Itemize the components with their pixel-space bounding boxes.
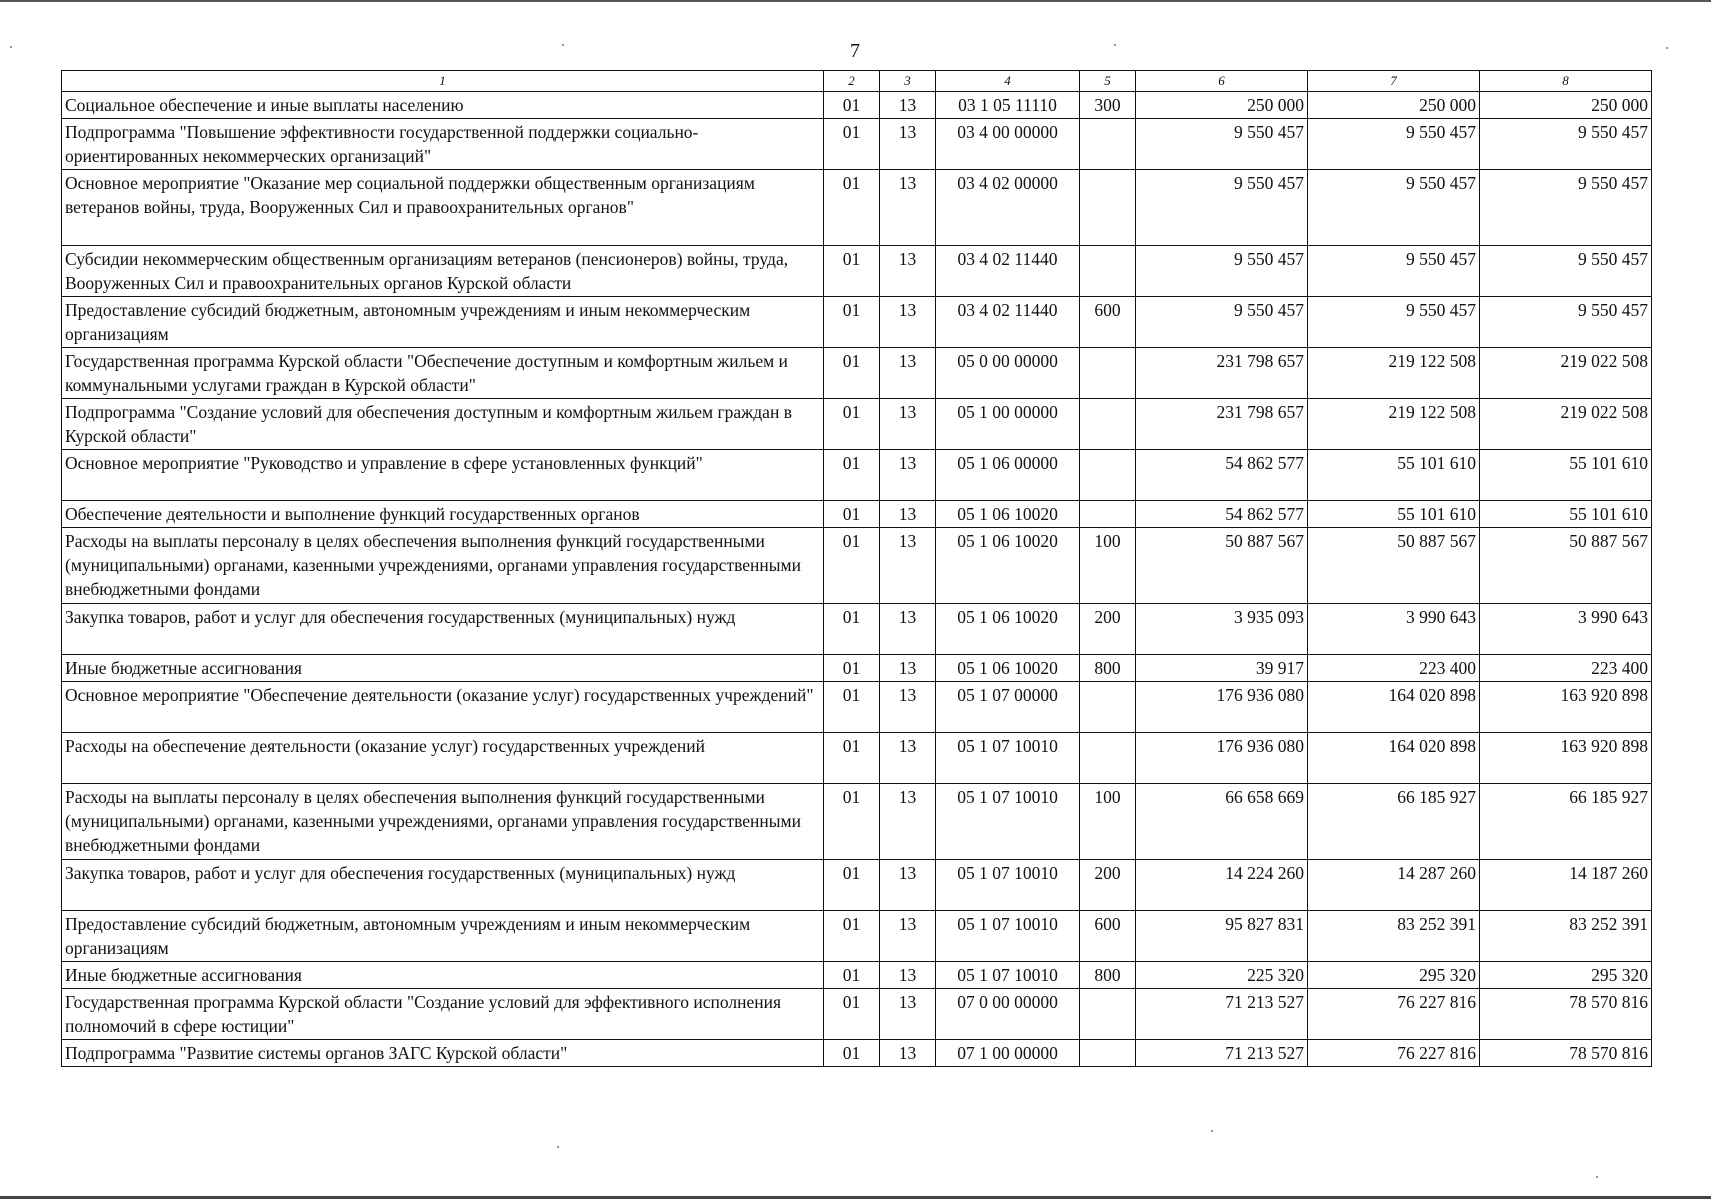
- bottom-scan-border: [0, 1196, 1711, 1199]
- section-code-cell: 01: [824, 92, 880, 119]
- table-row: [62, 297, 1652, 348]
- scan-speck: [10, 46, 12, 48]
- amount-col6-cell: 231 798 657: [1136, 348, 1308, 399]
- expense-type-cell: 800: [1080, 962, 1136, 989]
- expense-type-cell: [1080, 733, 1136, 784]
- amount-col7-cell: 55 101 610: [1308, 450, 1480, 501]
- amount-col6-cell: 9 550 457: [1136, 246, 1308, 297]
- amount-col6-cell: 225 320: [1136, 962, 1308, 989]
- amount-col6-cell: 71 213 527: [1136, 1040, 1308, 1067]
- amount-col6-cell: 39 917: [1136, 655, 1308, 682]
- target-article-cell: 05 1 07 10010: [936, 860, 1080, 911]
- target-article-cell: 07 1 00 00000: [936, 1040, 1080, 1067]
- amount-col6-cell: 66 658 669: [1136, 784, 1308, 860]
- target-article-cell: 05 0 00 00000: [936, 348, 1080, 399]
- scan-speck: [1211, 1130, 1213, 1132]
- header-cell: 8: [1480, 71, 1652, 92]
- row-name-cell: Субсидии некоммерческим общественным организациям ветеранов (пенсионеров) войны, труда, Вооруженных Сил и правоохранительных органов Курской области: [62, 246, 824, 297]
- amount-col6-cell: 50 887 567: [1136, 528, 1308, 604]
- section-code-cell: 01: [824, 348, 880, 399]
- expense-type-cell: [1080, 682, 1136, 733]
- amount-col7-cell: 3 990 643: [1308, 604, 1480, 655]
- amount-col8-cell: 50 887 567: [1480, 528, 1652, 604]
- table-row: [62, 682, 1652, 733]
- subsection-code-cell: 13: [880, 119, 936, 170]
- row-name-cell: Предоставление субсидий бюджетным, автономным учреждениям и иным некоммерческим организациям: [62, 911, 824, 962]
- row-name-cell: Иные бюджетные ассигнования: [62, 962, 824, 989]
- column-number-header-row: [62, 71, 1652, 92]
- section-code-cell: 01: [824, 170, 880, 246]
- amount-col7-cell: 9 550 457: [1308, 246, 1480, 297]
- expense-type-cell: [1080, 1040, 1136, 1067]
- target-article-cell: 03 4 02 11440: [936, 297, 1080, 348]
- amount-col6-cell: 14 224 260: [1136, 860, 1308, 911]
- target-article-cell: 03 4 02 11440: [936, 246, 1080, 297]
- row-name-cell: Закупка товаров, работ и услуг для обеспечения государственных (муниципальных) нужд: [62, 860, 824, 911]
- table-row: [62, 655, 1652, 682]
- table-row: [62, 170, 1652, 246]
- budget-table: [61, 70, 1652, 1067]
- amount-col6-cell: 54 862 577: [1136, 450, 1308, 501]
- section-code-cell: 01: [824, 860, 880, 911]
- amount-col6-cell: 54 862 577: [1136, 501, 1308, 528]
- amount-col7-cell: 9 550 457: [1308, 119, 1480, 170]
- top-scan-border: [0, 0, 1711, 2]
- subsection-code-cell: 13: [880, 733, 936, 784]
- amount-col7-cell: 83 252 391: [1308, 911, 1480, 962]
- amount-col8-cell: 250 000: [1480, 92, 1652, 119]
- expense-type-cell: [1080, 348, 1136, 399]
- amount-col7-cell: 55 101 610: [1308, 501, 1480, 528]
- amount-col8-cell: 78 570 816: [1480, 989, 1652, 1040]
- expense-type-cell: [1080, 399, 1136, 450]
- subsection-code-cell: 13: [880, 450, 936, 501]
- amount-col7-cell: 9 550 457: [1308, 297, 1480, 348]
- amount-col8-cell: 66 185 927: [1480, 784, 1652, 860]
- table-row: [62, 962, 1652, 989]
- target-article-cell: 05 1 07 10010: [936, 733, 1080, 784]
- header-cell: 1: [62, 71, 824, 92]
- target-article-cell: 03 4 00 00000: [936, 119, 1080, 170]
- target-article-cell: 05 1 07 10010: [936, 784, 1080, 860]
- expense-type-cell: [1080, 501, 1136, 528]
- header-cell: 5: [1080, 71, 1136, 92]
- target-article-cell: 05 1 06 10020: [936, 604, 1080, 655]
- target-article-cell: 05 1 07 10010: [936, 962, 1080, 989]
- subsection-code-cell: 13: [880, 962, 936, 989]
- header-cell: 6: [1136, 71, 1308, 92]
- table-row: [62, 399, 1652, 450]
- amount-col7-cell: 295 320: [1308, 962, 1480, 989]
- subsection-code-cell: 13: [880, 655, 936, 682]
- amount-col7-cell: 164 020 898: [1308, 682, 1480, 733]
- amount-col8-cell: 219 022 508: [1480, 348, 1652, 399]
- expense-type-cell: 600: [1080, 297, 1136, 348]
- expense-type-cell: [1080, 246, 1136, 297]
- amount-col8-cell: 295 320: [1480, 962, 1652, 989]
- expense-type-cell: [1080, 450, 1136, 501]
- amount-col8-cell: 3 990 643: [1480, 604, 1652, 655]
- table-row: [62, 348, 1652, 399]
- amount-col8-cell: 14 187 260: [1480, 860, 1652, 911]
- expense-type-cell: [1080, 119, 1136, 170]
- amount-col8-cell: 55 101 610: [1480, 450, 1652, 501]
- amount-col8-cell: 219 022 508: [1480, 399, 1652, 450]
- row-name-cell: Основное мероприятие "Обеспечение деятельности (оказание услуг) государственных учреждений": [62, 682, 824, 733]
- section-code-cell: 01: [824, 989, 880, 1040]
- table-row: [62, 1040, 1652, 1067]
- section-code-cell: 01: [824, 119, 880, 170]
- amount-col6-cell: 95 827 831: [1136, 911, 1308, 962]
- amount-col7-cell: 76 227 816: [1308, 989, 1480, 1040]
- target-article-cell: 05 1 07 10010: [936, 911, 1080, 962]
- table-row: [62, 92, 1652, 119]
- header-cell: 4: [936, 71, 1080, 92]
- amount-col8-cell: 9 550 457: [1480, 297, 1652, 348]
- target-article-cell: 05 1 06 00000: [936, 450, 1080, 501]
- row-name-cell: Расходы на выплаты персоналу в целях обеспечения выполнения функций государственными (муниципальными) органами, казенными учреждениями, органами управления государственными внебюджетными фондами: [62, 528, 824, 604]
- table-row: [62, 860, 1652, 911]
- table-row: [62, 528, 1652, 604]
- table-row: [62, 501, 1652, 528]
- row-name-cell: Государственная программа Курской области "Создание условий для эффективного исполнения полномочий в сфере юстиции": [62, 989, 824, 1040]
- row-name-cell: Обеспечение деятельности и выполнение функций государственных органов: [62, 501, 824, 528]
- section-code-cell: 01: [824, 246, 880, 297]
- target-article-cell: 03 1 05 11110: [936, 92, 1080, 119]
- expense-type-cell: 600: [1080, 911, 1136, 962]
- amount-col8-cell: 9 550 457: [1480, 170, 1652, 246]
- header-cell: 2: [824, 71, 880, 92]
- section-code-cell: 01: [824, 962, 880, 989]
- expense-type-cell: [1080, 989, 1136, 1040]
- subsection-code-cell: 13: [880, 92, 936, 119]
- amount-col6-cell: 9 550 457: [1136, 297, 1308, 348]
- amount-col7-cell: 9 550 457: [1308, 170, 1480, 246]
- target-article-cell: 07 0 00 00000: [936, 989, 1080, 1040]
- amount-col7-cell: 219 122 508: [1308, 399, 1480, 450]
- header-cell: 7: [1308, 71, 1480, 92]
- subsection-code-cell: 13: [880, 604, 936, 655]
- amount-col8-cell: 223 400: [1480, 655, 1652, 682]
- row-name-cell: Государственная программа Курской области "Обеспечение доступным и комфортным жильем и коммунальными услугами граждан в Курской области": [62, 348, 824, 399]
- amount-col8-cell: 163 920 898: [1480, 682, 1652, 733]
- amount-col7-cell: 164 020 898: [1308, 733, 1480, 784]
- amount-col6-cell: 71 213 527: [1136, 989, 1308, 1040]
- subsection-code-cell: 13: [880, 246, 936, 297]
- scan-speck: [1114, 44, 1116, 46]
- row-name-cell: Иные бюджетные ассигнования: [62, 655, 824, 682]
- section-code-cell: 01: [824, 733, 880, 784]
- subsection-code-cell: 13: [880, 348, 936, 399]
- amount-col7-cell: 76 227 816: [1308, 1040, 1480, 1067]
- amount-col6-cell: 3 935 093: [1136, 604, 1308, 655]
- section-code-cell: 01: [824, 399, 880, 450]
- amount-col8-cell: 55 101 610: [1480, 501, 1652, 528]
- section-code-cell: 01: [824, 604, 880, 655]
- subsection-code-cell: 13: [880, 501, 936, 528]
- target-article-cell: 03 4 02 00000: [936, 170, 1080, 246]
- amount-col7-cell: 50 887 567: [1308, 528, 1480, 604]
- table-row: [62, 989, 1652, 1040]
- expense-type-cell: 300: [1080, 92, 1136, 119]
- subsection-code-cell: 13: [880, 860, 936, 911]
- expense-type-cell: 200: [1080, 860, 1136, 911]
- page-number: 7: [850, 40, 860, 62]
- target-article-cell: 05 1 06 10020: [936, 655, 1080, 682]
- amount-col7-cell: 223 400: [1308, 655, 1480, 682]
- target-article-cell: 05 1 06 10020: [936, 501, 1080, 528]
- scan-speck: [1666, 47, 1668, 49]
- target-article-cell: 05 1 06 10020: [936, 528, 1080, 604]
- subsection-code-cell: 13: [880, 784, 936, 860]
- subsection-code-cell: 13: [880, 399, 936, 450]
- row-name-cell: Предоставление субсидий бюджетным, автономным учреждениям и иным некоммерческим организациям: [62, 297, 824, 348]
- table-row: [62, 911, 1652, 962]
- row-name-cell: Подпрограмма "Повышение эффективности государственной поддержки социально-ориентированных некоммерческих организаций": [62, 119, 824, 170]
- section-code-cell: 01: [824, 528, 880, 604]
- section-code-cell: 01: [824, 450, 880, 501]
- section-code-cell: 01: [824, 655, 880, 682]
- amount-col7-cell: 14 287 260: [1308, 860, 1480, 911]
- table-row: [62, 784, 1652, 860]
- row-name-cell: Основное мероприятие "Руководство и управление в сфере установленных функций": [62, 450, 824, 501]
- amount-col7-cell: 250 000: [1308, 92, 1480, 119]
- scan-speck: [562, 44, 564, 46]
- table-row: [62, 119, 1652, 170]
- amount-col8-cell: 83 252 391: [1480, 911, 1652, 962]
- table-row: [62, 733, 1652, 784]
- subsection-code-cell: 13: [880, 170, 936, 246]
- row-name-cell: Подпрограмма "Развитие системы органов ЗАГС Курской области": [62, 1040, 824, 1067]
- row-name-cell: Подпрограмма "Создание условий для обеспечения доступным и комфортным жильем граждан в Курской области": [62, 399, 824, 450]
- row-name-cell: Основное мероприятие "Оказание мер социальной поддержки общественным организациям ветеранов войны, труда, Вооруженных Сил и правоохранительных органов": [62, 170, 824, 246]
- expense-type-cell: 800: [1080, 655, 1136, 682]
- amount-col8-cell: 9 550 457: [1480, 246, 1652, 297]
- table-row: [62, 604, 1652, 655]
- expense-type-cell: 100: [1080, 784, 1136, 860]
- subsection-code-cell: 13: [880, 297, 936, 348]
- amount-col8-cell: 163 920 898: [1480, 733, 1652, 784]
- section-code-cell: 01: [824, 297, 880, 348]
- section-code-cell: 01: [824, 1040, 880, 1067]
- amount-col6-cell: 250 000: [1136, 92, 1308, 119]
- scan-speck: [557, 1146, 559, 1148]
- amount-col6-cell: 176 936 080: [1136, 682, 1308, 733]
- amount-col8-cell: 78 570 816: [1480, 1040, 1652, 1067]
- subsection-code-cell: 13: [880, 682, 936, 733]
- amount-col6-cell: 231 798 657: [1136, 399, 1308, 450]
- amount-col8-cell: 9 550 457: [1480, 119, 1652, 170]
- subsection-code-cell: 13: [880, 1040, 936, 1067]
- expense-type-cell: 100: [1080, 528, 1136, 604]
- scan-speck: [1596, 1176, 1598, 1178]
- row-name-cell: Закупка товаров, работ и услуг для обеспечения государственных (муниципальных) нужд: [62, 604, 824, 655]
- expense-type-cell: 200: [1080, 604, 1136, 655]
- expense-type-cell: [1080, 170, 1136, 246]
- section-code-cell: 01: [824, 682, 880, 733]
- section-code-cell: 01: [824, 911, 880, 962]
- row-name-cell: Социальное обеспечение и иные выплаты населению: [62, 92, 824, 119]
- table-row: [62, 246, 1652, 297]
- table-row: [62, 450, 1652, 501]
- target-article-cell: 05 1 00 00000: [936, 399, 1080, 450]
- row-name-cell: Расходы на выплаты персоналу в целях обеспечения выполнения функций государственными (муниципальными) органами, казенными учреждениями, органами управления государственными внебюджетными фондами: [62, 784, 824, 860]
- amount-col7-cell: 219 122 508: [1308, 348, 1480, 399]
- target-article-cell: 05 1 07 00000: [936, 682, 1080, 733]
- subsection-code-cell: 13: [880, 989, 936, 1040]
- section-code-cell: 01: [824, 784, 880, 860]
- amount-col7-cell: 66 185 927: [1308, 784, 1480, 860]
- section-code-cell: 01: [824, 501, 880, 528]
- amount-col6-cell: 9 550 457: [1136, 119, 1308, 170]
- header-cell: 3: [880, 71, 936, 92]
- amount-col6-cell: 176 936 080: [1136, 733, 1308, 784]
- subsection-code-cell: 13: [880, 528, 936, 604]
- row-name-cell: Расходы на обеспечение деятельности (оказание услуг) государственных учреждений: [62, 733, 824, 784]
- amount-col6-cell: 9 550 457: [1136, 170, 1308, 246]
- subsection-code-cell: 13: [880, 911, 936, 962]
